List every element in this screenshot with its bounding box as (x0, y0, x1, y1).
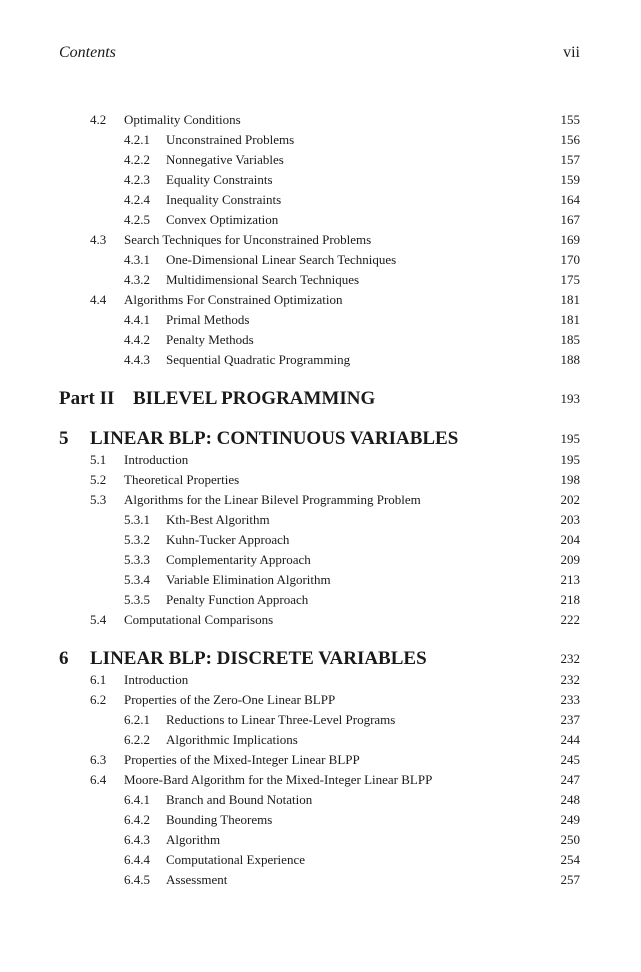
toc-entry-page: 170 (560, 252, 580, 267)
toc-entry-title: Optimality Conditions (124, 112, 241, 127)
toc-entry-number: Part II (59, 388, 115, 409)
toc-entry-number: 6.4.2 (124, 812, 150, 827)
toc-entry-title: Equality Constraints (166, 172, 273, 187)
toc-entry-title: Sequential Quadratic Programming (166, 352, 351, 367)
toc-entry-number: 5.4 (90, 612, 107, 627)
toc-entry-page: 254 (560, 852, 580, 867)
toc-entry-title: Introduction (124, 452, 189, 467)
toc-entry-page: 195 (560, 431, 580, 446)
toc-section (0, 690, 641, 710)
toc-entry-number: 5.1 (90, 452, 107, 467)
toc-entry-page: 245 (560, 752, 580, 767)
toc-part-heading (0, 388, 641, 410)
toc-entry-page: 167 (560, 212, 580, 227)
toc-entry-page: 249 (560, 812, 580, 827)
toc-entry-title: Kth-Best Algorithm (166, 512, 270, 527)
toc-entry-number: 4.2.5 (124, 212, 150, 227)
toc-entry-number: 4.2.1 (124, 132, 150, 147)
toc-entry-title: Moore-Bard Algorithm for the Mixed-Integer Linear BLPP (124, 772, 433, 787)
table-of-contents (0, 110, 641, 890)
toc-entry-page: 181 (560, 312, 580, 327)
toc-entry-number: 5.3.2 (124, 532, 150, 547)
toc-entry-title: Nonnegative Variables (166, 152, 284, 167)
toc-section (0, 750, 641, 770)
toc-entry-number: 4.2 (90, 112, 107, 127)
toc-subsection (0, 710, 641, 730)
toc-section (0, 490, 641, 510)
toc-entry-title: LINEAR BLP: CONTINUOUS VARIABLES (90, 428, 459, 449)
toc-entry-number: 4.4.3 (124, 352, 150, 367)
toc-entry-page: 209 (560, 552, 580, 567)
toc-subsection (0, 330, 641, 350)
toc-section (0, 470, 641, 490)
toc-entry-page: 237 (560, 712, 580, 727)
toc-entry-number: 5 (59, 428, 69, 449)
toc-entry-title: Convex Optimization (166, 212, 279, 227)
toc-entry-title: Search Techniques for Unconstrained Problems (124, 232, 372, 247)
header-section-title: Contents (59, 44, 116, 61)
toc-entry-number: 6 (59, 648, 69, 669)
toc-entry-number: 4.3 (90, 232, 107, 247)
toc-entry-number: 6.2.1 (124, 712, 150, 727)
toc-section (0, 670, 641, 690)
toc-entry-page: 244 (560, 732, 580, 747)
toc-subsection (0, 550, 641, 570)
toc-subsection (0, 350, 641, 370)
header-page-number: vii (563, 44, 580, 61)
toc-entry-title: Branch and Bound Notation (166, 792, 313, 807)
toc-entry-title: Algorithmic Implications (166, 732, 298, 747)
toc-entry-page: 157 (560, 152, 580, 167)
toc-entry-title: Complementarity Approach (166, 552, 311, 567)
toc-entry-page: 257 (560, 872, 580, 887)
toc-entry-number: 4.2.2 (124, 152, 150, 167)
toc-entry-number: 5.3.5 (124, 592, 150, 607)
toc-entry-number: 6.2 (90, 692, 107, 707)
toc-subsection (0, 210, 641, 230)
toc-entry-number: 4.2.4 (124, 192, 150, 207)
toc-entry-page: 193 (560, 391, 580, 406)
toc-entry-number: 5.3.4 (124, 572, 150, 587)
toc-entry-page: 156 (560, 132, 580, 147)
toc-entry-title: LINEAR BLP: DISCRETE VARIABLES (90, 648, 427, 669)
toc-entry-page: 247 (560, 772, 580, 787)
toc-entry-page: 233 (560, 692, 580, 707)
toc-section (0, 290, 641, 310)
toc-subsection (0, 730, 641, 750)
toc-entry-page: 159 (560, 172, 580, 187)
toc-entry-page: 164 (560, 192, 580, 207)
toc-entry-title: Introduction (124, 672, 189, 687)
toc-entry-title: BILEVEL PROGRAMMING (133, 388, 376, 409)
toc-section (0, 770, 641, 790)
toc-subsection (0, 530, 641, 550)
toc-entry-page: 169 (560, 232, 580, 247)
toc-entry-title: Properties of the Zero-One Linear BLPP (124, 692, 336, 707)
toc-entry-title: Algorithms for the Linear Bilevel Programming Problem (124, 492, 421, 507)
toc-entry-title: Assessment (166, 872, 228, 887)
toc-entry-number: 4.3.1 (124, 252, 150, 267)
toc-entry-title: Properties of the Mixed-Integer Linear BLPP (124, 752, 360, 767)
toc-entry-page: 203 (560, 512, 580, 527)
toc-subsection (0, 570, 641, 590)
toc-entry-title: Algorithms For Constrained Optimization (124, 292, 343, 307)
toc-subsection (0, 810, 641, 830)
toc-entry-page: 202 (560, 492, 580, 507)
toc-section (0, 610, 641, 630)
toc-entry-title: Bounding Theorems (166, 812, 273, 827)
toc-subsection (0, 150, 641, 170)
toc-entry-number: 6.3 (90, 752, 107, 767)
running-header (59, 44, 580, 66)
toc-entry-number: 4.4.2 (124, 332, 150, 347)
toc-entry-page: 232 (560, 651, 580, 666)
toc-entry-title: Unconstrained Problems (166, 132, 295, 147)
toc-entry-page: 222 (560, 612, 580, 627)
toc-subsection (0, 830, 641, 850)
toc-entry-title: Penalty Function Approach (166, 592, 309, 607)
toc-entry-title: Algorithm (166, 832, 221, 847)
toc-entry-title: Kuhn-Tucker Approach (166, 532, 290, 547)
toc-subsection (0, 310, 641, 330)
toc-entry-page: 204 (560, 532, 580, 547)
toc-entry-title: Computational Experience (166, 852, 305, 867)
toc-entry-number: 5.3.3 (124, 552, 150, 567)
toc-entry-title: Multidimensional Search Techniques (166, 272, 360, 287)
toc-subsection (0, 790, 641, 810)
toc-subsection (0, 850, 641, 870)
toc-subsection (0, 590, 641, 610)
toc-entry-page: 181 (560, 292, 580, 307)
toc-entry-page: 232 (560, 672, 580, 687)
toc-subsection (0, 510, 641, 530)
toc-entry-number: 6.1 (90, 672, 107, 687)
toc-entry-page: 188 (560, 352, 580, 367)
toc-entry-number: 6.4.3 (124, 832, 150, 847)
toc-subsection (0, 250, 641, 270)
toc-entry-page: 185 (560, 332, 580, 347)
toc-entry-number: 5.3.1 (124, 512, 150, 527)
toc-entry-number: 6.2.2 (124, 732, 150, 747)
toc-entry-number: 4.4 (90, 292, 107, 307)
toc-entry-page: 218 (560, 592, 580, 607)
toc-subsection (0, 190, 641, 210)
toc-entry-page: 155 (560, 112, 580, 127)
toc-subsection (0, 870, 641, 890)
toc-subsection (0, 270, 641, 290)
toc-chapter-heading (0, 428, 641, 450)
toc-entry-number: 6.4 (90, 772, 107, 787)
toc-entry-page: 198 (560, 472, 580, 487)
toc-entry-title: Theoretical Properties (124, 472, 240, 487)
toc-entry-number: 4.4.1 (124, 312, 150, 327)
toc-entry-page: 195 (560, 452, 580, 467)
toc-subsection (0, 130, 641, 150)
toc-entry-page: 250 (560, 832, 580, 847)
toc-entry-number: 5.2 (90, 472, 107, 487)
toc-entry-number: 6.4.1 (124, 792, 150, 807)
toc-entry-number: 6.4.5 (124, 872, 150, 887)
toc-entry-number: 4.3.2 (124, 272, 150, 287)
toc-section (0, 110, 641, 130)
toc-entry-page: 213 (560, 572, 580, 587)
toc-entry-title: One-Dimensional Linear Search Techniques (166, 252, 397, 267)
toc-entry-number: 4.2.3 (124, 172, 150, 187)
toc-entry-title: Computational Comparisons (124, 612, 274, 627)
toc-entry-title: Penalty Methods (166, 332, 254, 347)
toc-entry-page: 248 (560, 792, 580, 807)
toc-entry-title: Variable Elimination Algorithm (166, 572, 331, 587)
toc-entry-title: Reductions to Linear Three-Level Programs (166, 712, 396, 727)
toc-entry-number: 5.3 (90, 492, 107, 507)
toc-chapter-heading (0, 648, 641, 670)
toc-entry-page: 175 (560, 272, 580, 287)
toc-entry-number: 6.4.4 (124, 852, 150, 867)
toc-section (0, 230, 641, 250)
toc-entry-title: Inequality Constraints (166, 192, 282, 207)
toc-section (0, 450, 641, 470)
toc-entry-title: Primal Methods (166, 312, 250, 327)
toc-subsection (0, 170, 641, 190)
